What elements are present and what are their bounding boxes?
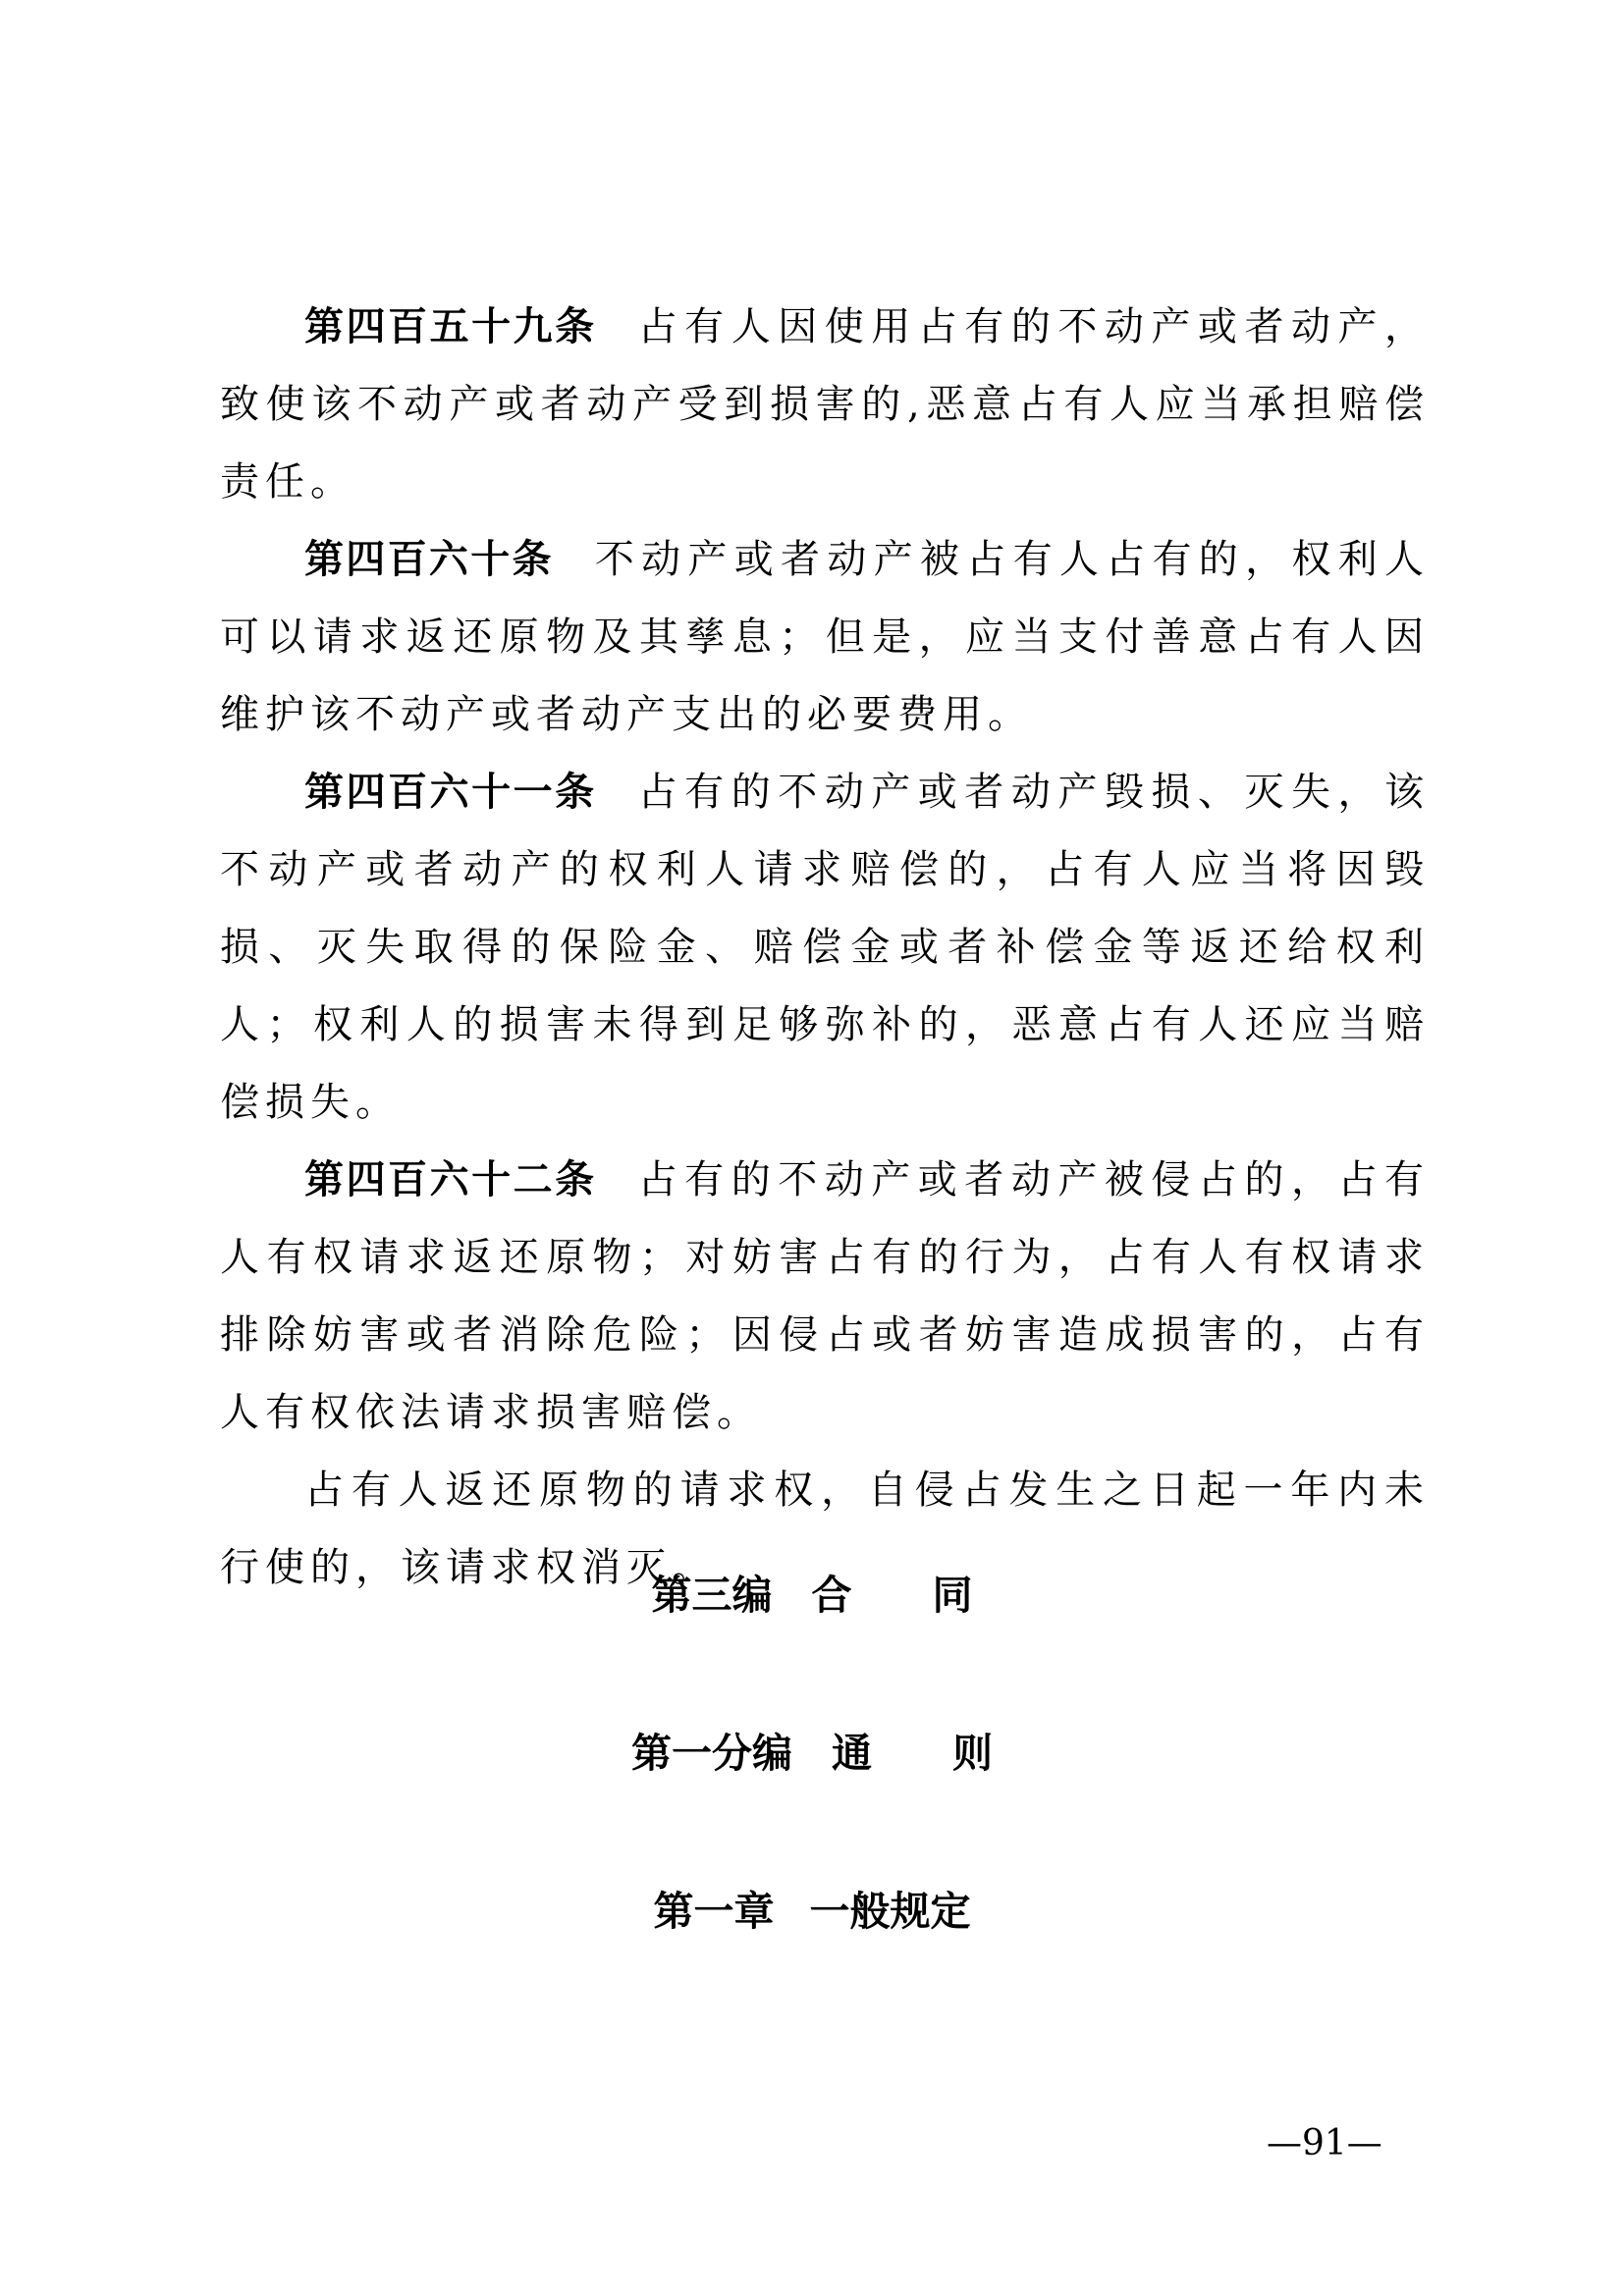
closing-paragraph: 占有人返还原物的请求权，自侵占发生之日起一年内未行使的，该请求权消灭。	[220, 1468, 1430, 1590]
part-title-char-2: 同	[932, 1572, 973, 1619]
subpart-heading	[0, 1729, 1624, 1778]
part-title-char-1: 合	[811, 1572, 852, 1619]
article-459	[220, 289, 1430, 521]
article-number: 第四百六十二条	[304, 1157, 597, 1202]
chapter-title: 一般规定	[809, 1888, 971, 1935]
subpart-prefix: 第一分编	[631, 1730, 792, 1777]
article-number: 第四百六十条	[304, 537, 554, 582]
article-number: 第四百六十一条	[304, 770, 597, 815]
article-text: 占有的不动产或者动产被侵占的，占有人有权请求返还原物；对妨害占有的行为，占有人有权请求排除妨害或者消除危险；因侵占或者妨害造成损害的，占有人有权依法请求损害赔偿。	[220, 1157, 1431, 1435]
body-text	[220, 289, 1430, 1607]
chapter-prefix: 第一章	[653, 1888, 775, 1935]
article-460	[220, 521, 1430, 754]
article-text: 占有的不动产或者动产毁损、灭失，该不动产或者动产的权利人请求赔偿的，占有人应当将因毁损、灭失取得的保险金、赔偿金或者补偿金等返还给权利人；权利人的损害未得到足够弥补的，恶意占有人还应当赔偿损失。	[220, 770, 1431, 1125]
article-text: 占有人因使用占有的不动产或者动产，致使该不动产或者动产受到损害的,恶意占有人应当承担赔偿责任。	[220, 304, 1431, 505]
article-number: 第四百五十九条	[304, 304, 597, 349]
part-prefix: 第三编	[651, 1572, 773, 1619]
part-heading	[0, 1571, 1624, 1620]
chapter-heading	[0, 1887, 1624, 1936]
article-461	[220, 754, 1430, 1142]
page-number: —91—	[1267, 2123, 1382, 2163]
article-text: 不动产或者动产被占有人占有的，权利人可以请求返还原物及其孳息；但是，应当支付善意占有人因维护该不动产或者动产支出的必要费用。	[220, 537, 1431, 737]
subpart-title-char-1: 通	[832, 1730, 872, 1777]
subpart-title-char-2: 则	[952, 1730, 993, 1777]
article-462	[220, 1142, 1430, 1452]
